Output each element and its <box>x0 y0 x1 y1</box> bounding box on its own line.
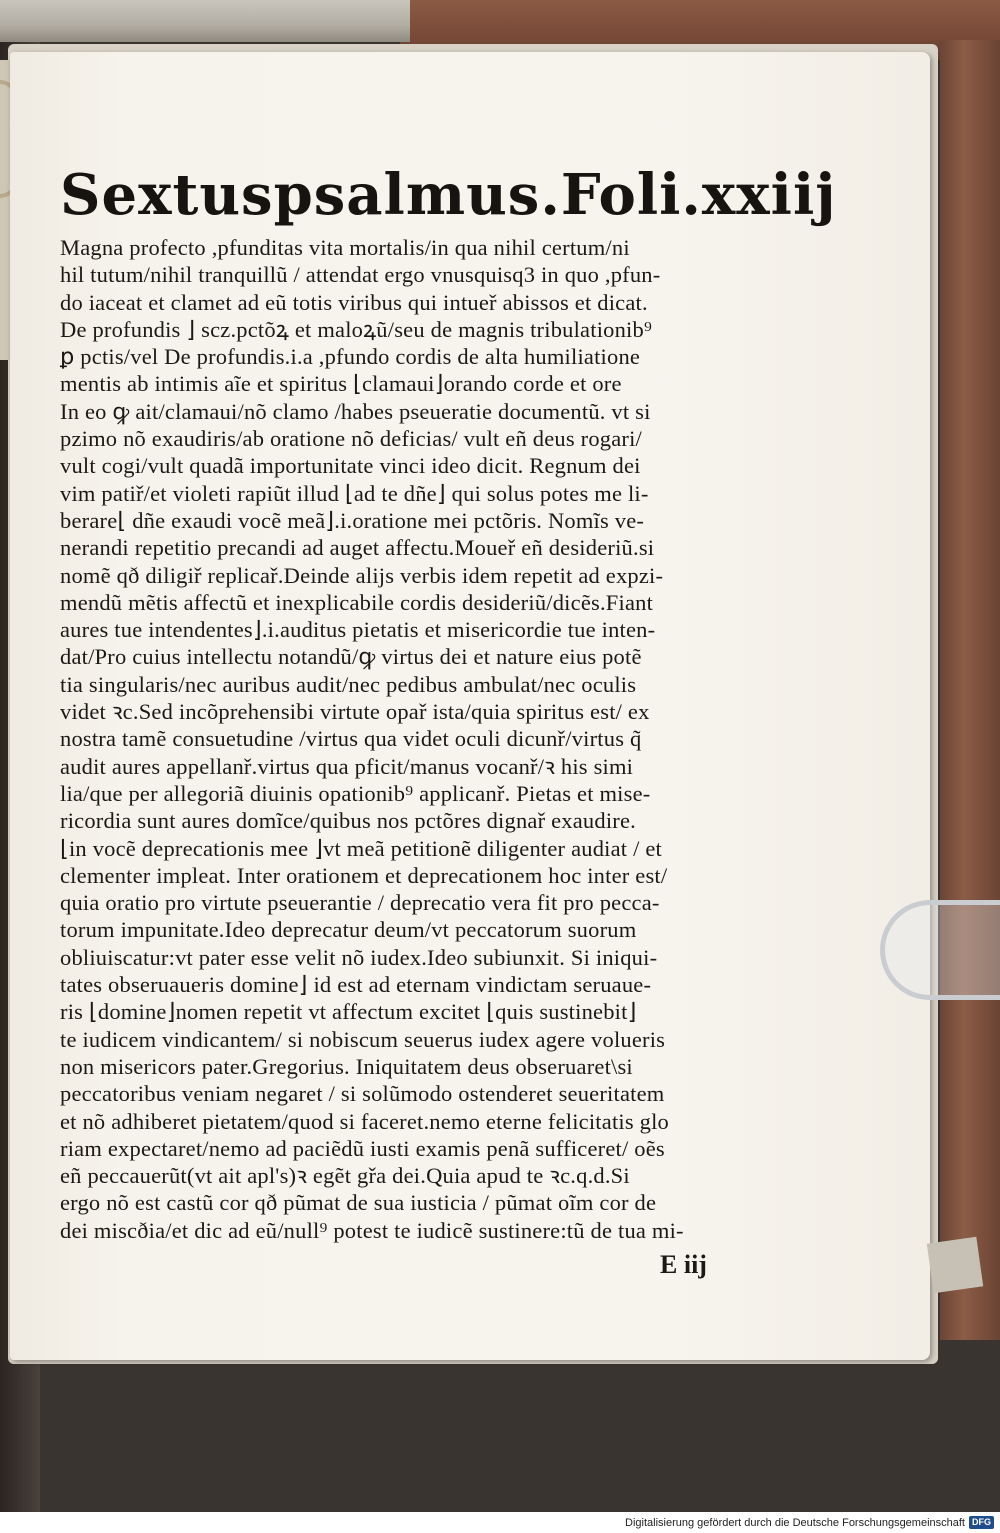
text-line: vim patiř/et violeti rapiũt illud ⌊ad te dñe⌋ qui solus potes me li- <box>60 480 649 506</box>
dfg-logo-icon: DFG <box>969 1516 994 1529</box>
text-line: eñ peccauerũt(vt ait apl's)ꝛ egẽt gřa dei.Quia apud te ꝛc.q.d.Si <box>60 1163 630 1189</box>
text-line: riam expectaret/nemo ad paciẽdũ iusti examis penã sufficeret/ oẽs <box>60 1135 665 1161</box>
text-line: Magna profecto ,pfunditas vita mortalis/in qua nihil certum/ni <box>60 235 630 260</box>
running-head <box>60 162 837 228</box>
text-line: mendũ mẽtis affectũ et inexplicabile cordis desideriũ/dicẽs.Fiant <box>60 589 654 615</box>
text-line: hil tutum/nihil tranquillũ / attendat ergo vnusquisq3 in quo ,pfun- <box>60 262 661 288</box>
text-line: tia singularis/nec auribus audit/nec pedibus ambulat/nec oculis <box>60 671 637 697</box>
text-line: nerandi repetitio precandi ad auget affectu.Moueř eñ desideriũ.si <box>60 535 655 561</box>
text-line: aures tue intendentes⌋.i.auditus pietatis et misericordie tue inten- <box>60 617 656 643</box>
text-line: In eo ꝙ ait/clamaui/nõ clamo /habes pseueratie documentũ. vt si <box>60 398 651 424</box>
text-line: videt ꝛc.Sed incõprehensibi virtute opař ista/quia spiritus est/ ex <box>60 699 650 725</box>
text-line: torum impunitate.Ideo deprecatur deum/vt peccatorum suorum <box>60 917 637 943</box>
page-clip-icon <box>880 900 1000 1000</box>
leaf <box>10 52 930 1360</box>
text-line: ris ⌊domine⌋nomen repetit vt affectum excitet ⌊quis sustinebit⌋ <box>60 999 637 1025</box>
body-text <box>60 234 780 1244</box>
text-line: dat/Pro cuius intellectu notandũ/ꝙ virtus dei et nature eius potẽ <box>60 644 642 670</box>
text-line: quia oratio pro virtute pseuerantie / deprecatio vera fit pro pecca- <box>60 890 660 916</box>
text-line: vult cogi/vult quadã importunitate vinci ideo dicit. Regnum dei <box>60 453 641 479</box>
text-line: lia/que per allegoriã diuinis opationib⁹ applicanř. Pietas et mise- <box>60 780 651 806</box>
text-line: nostra tamẽ consuetudine /virtus qua videt oculi dicunř/virtus q̃ <box>60 726 642 752</box>
text-line: nomẽ qð diligiř replicař.Deinde alijs verbis idem repetit ad expzi- <box>60 562 664 588</box>
text-line: clementer impleat. Inter orationem et deprecationem hoc inter est/ <box>60 862 668 888</box>
text-line: do iaceat et clamet ad eũ totis viribus qui intueř abissos et dicat. <box>60 289 648 315</box>
text-line: ergo nõ est castũ cor qð pũmat de sua iusticia / pũmat oĩm cor de <box>60 1190 657 1216</box>
head-word-4: xxiij <box>701 162 837 228</box>
head-word-2: psalmus. <box>273 162 561 228</box>
top-tape <box>0 0 410 42</box>
text-line: non misericors pater.Gregorius. Iniquitatem deus obseruaret\si <box>60 1053 633 1079</box>
text-line: ricordia sunt aures domĩce/quibus nos pctõres dignař exaudire. <box>60 808 636 834</box>
text-line: mentis ab intimis aĩe et spiritus ⌊clamaui⌋orando corde et ore <box>60 371 622 397</box>
text-block <box>60 162 837 1244</box>
text-line: dei miscðia/et dic ad eũ/null⁹ potest te iudicẽ sustinere:tũ de tua mi- <box>60 1217 684 1243</box>
text-line: De profundis ⌋ scz.pctõꝝ et maloꝝũ/seu de magnis tribulationib⁹ <box>60 316 652 342</box>
text-line: pzimo nõ exaudiris/ab oratione nõ deficias/ vult eñ deus rogari/ <box>60 426 643 452</box>
text-line: ⌊in vocẽ deprecationis mee ⌋vt meã petitionẽ diligenter audiat / et <box>60 835 662 861</box>
digitization-footer <box>0 1512 1000 1533</box>
right-binding-board <box>940 40 1000 1340</box>
text-line: audit aures appellanř.virtus qua pficit/manus vocanř/ꝛ his simi <box>60 753 634 779</box>
head-word-1: Sextus <box>60 162 274 228</box>
text-line: te iudicem vindicantem/ si nobiscum seuerus iudex agere volueris <box>60 1026 666 1052</box>
footer-credit: Digitalisierung gefördert durch die Deutsche Forschungsgemeinschaft <box>625 1516 965 1529</box>
text-line: et nõ adhiberet pietatem/quod si faceret.nemo eterne felicitatis glo <box>60 1108 669 1134</box>
text-line: berare⌊ dñe exaudi vocẽ meã⌋.i.oratione mei pctõris. Nomĩs ve- <box>60 507 645 533</box>
bookmark-ribbon <box>927 1237 983 1293</box>
text-line: peccatoribus veniam negaret / si solũmodo ostenderet seueritatem <box>60 1081 665 1107</box>
text-line: obliuiscatur:vt pater esse velit nõ iudex.Ideo subiunxit. Si iniqui- <box>60 944 658 970</box>
text-line: tates obseruaueris domine⌋ id est ad eternam vindictam seruaue- <box>60 972 652 998</box>
signature-mark: E iij <box>660 1250 707 1279</box>
head-word-3: Foli. <box>560 162 702 228</box>
text-line: ꝑ pctis/vel De profundis.i.a ,pfundo cordis de alta humiliatione <box>60 344 641 370</box>
